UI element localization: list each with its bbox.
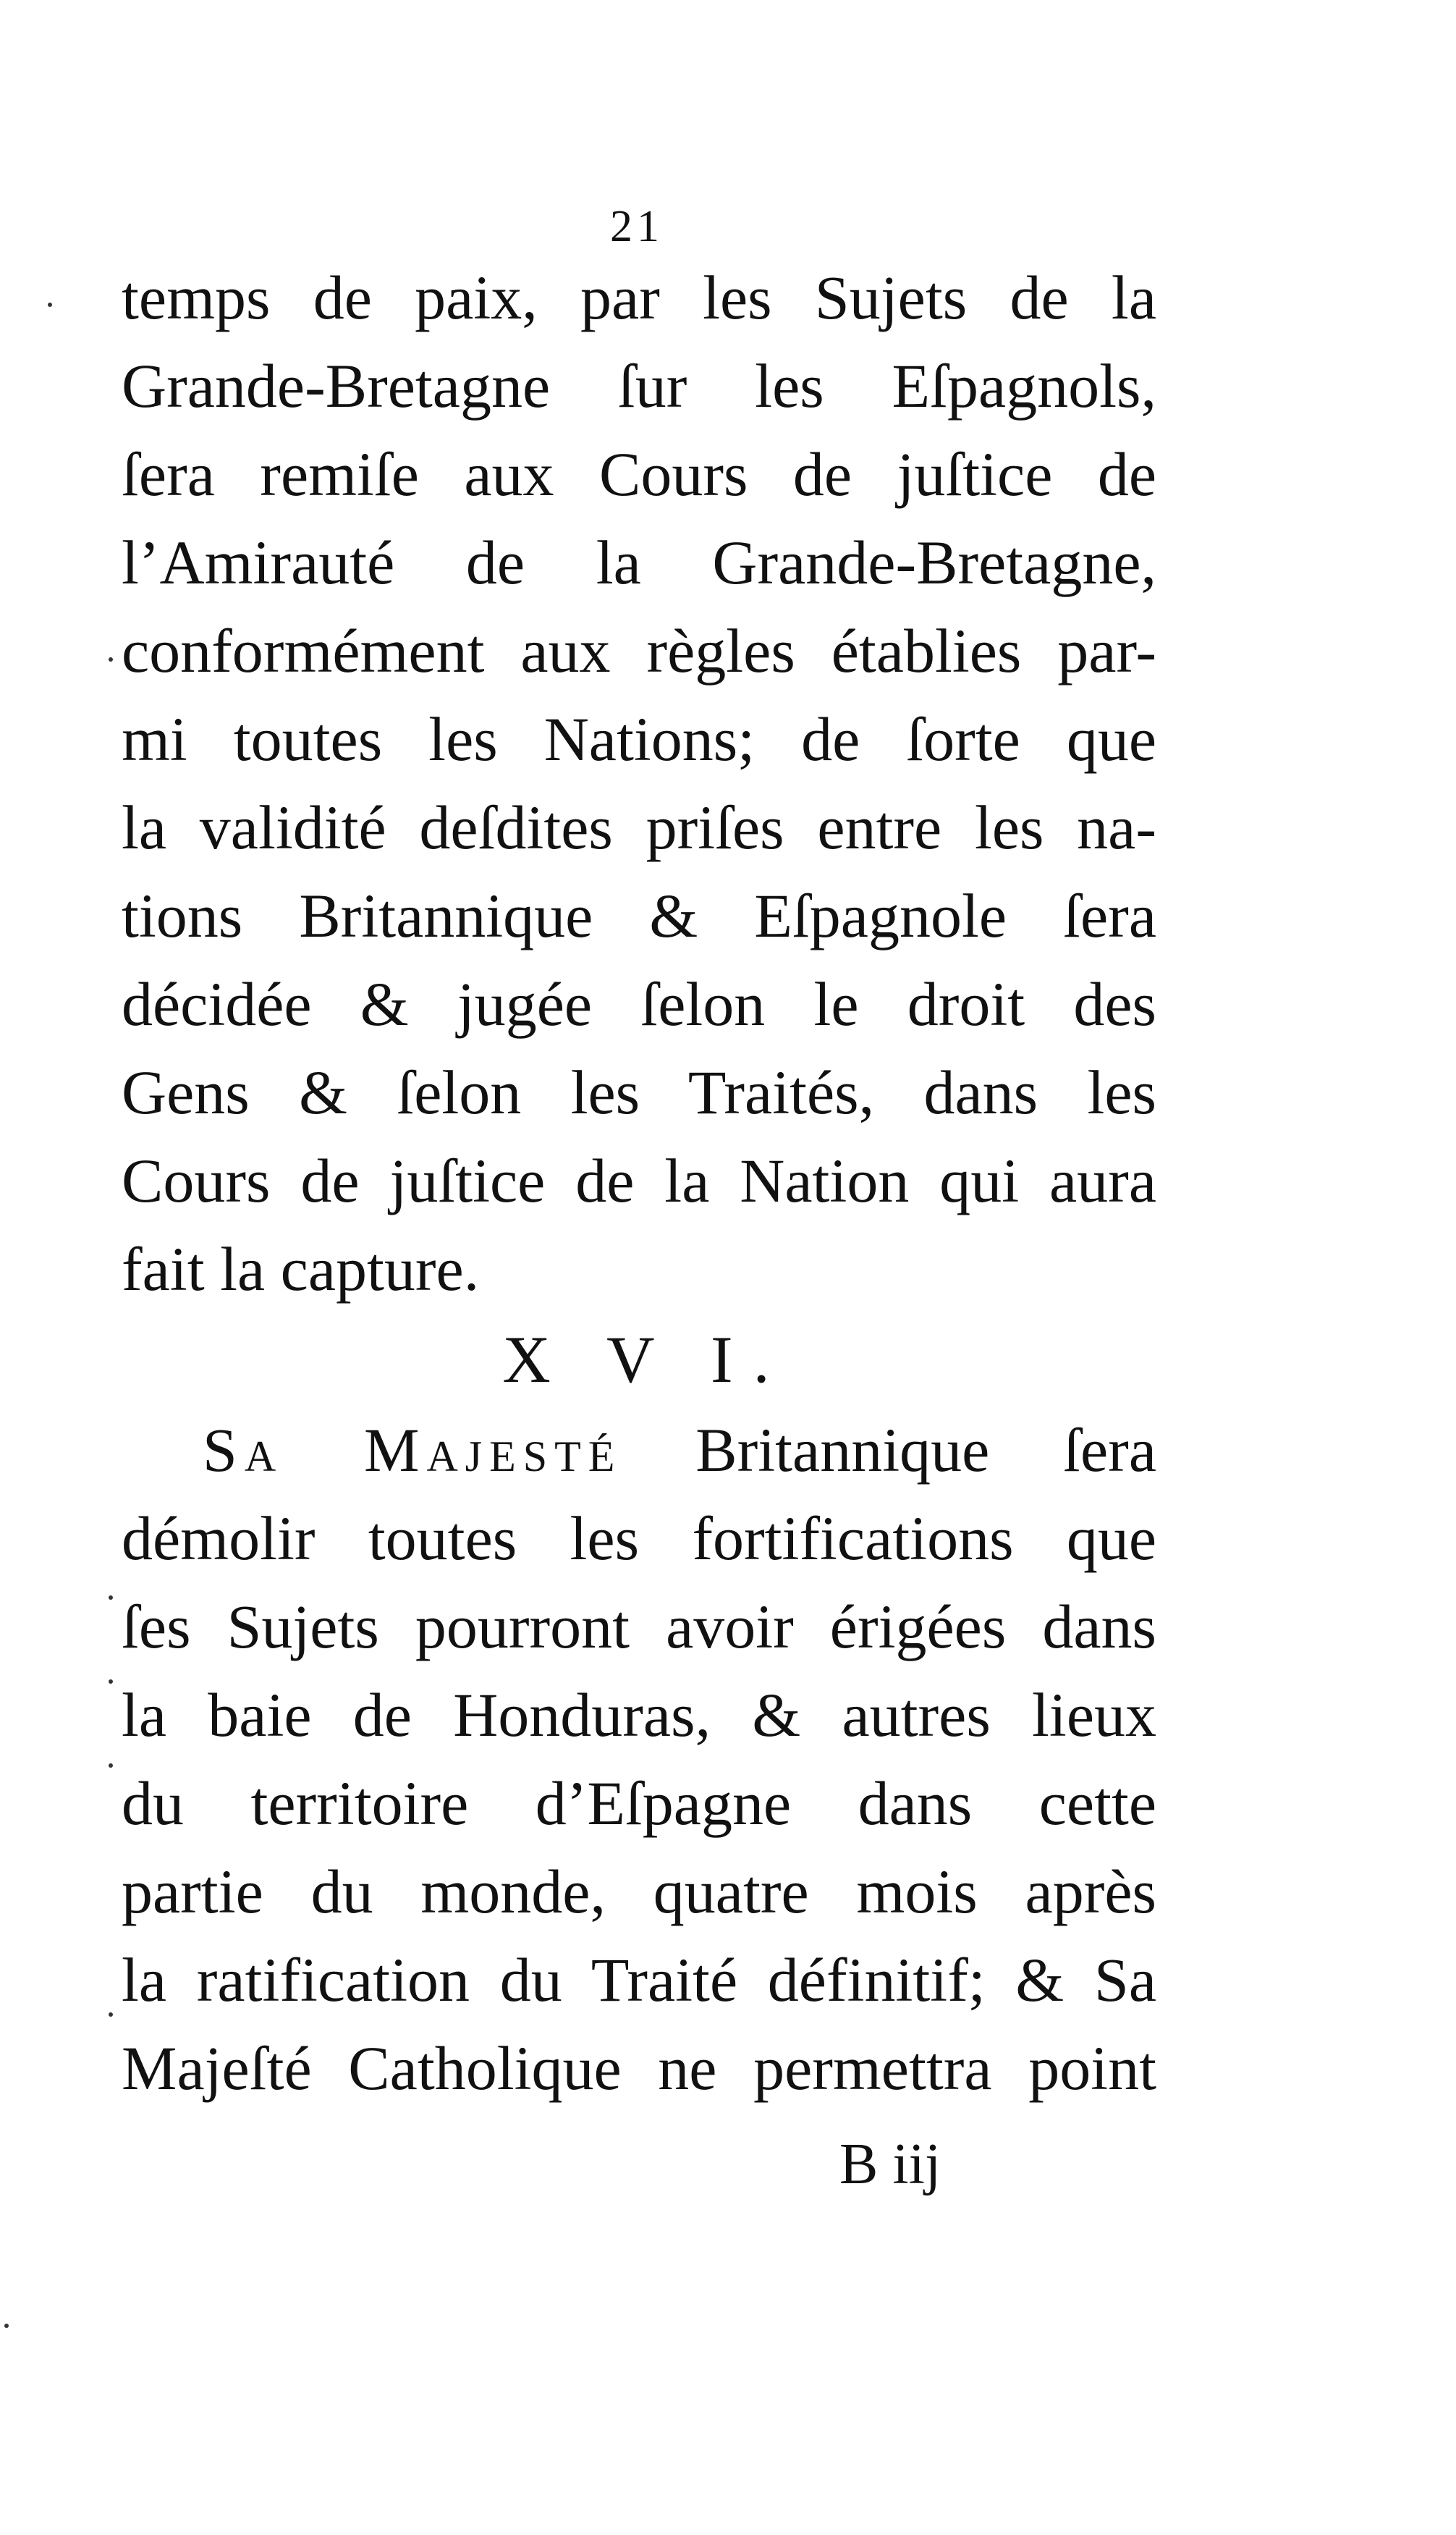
text-line: Cours de juſtice de la Nation qui aura: [122, 1146, 1156, 1215]
text-line: conformément aux règles établies par-: [122, 616, 1156, 686]
text-line: la ratification du Traité définitif; & Sa: [122, 1945, 1156, 2015]
paper-speck: [109, 2012, 113, 2017]
text-line: mi toutes les Nations; de ſorte que: [122, 704, 1156, 774]
text-line: l’Amirauté de la Grande-Bretagne,: [122, 528, 1156, 597]
article-opening-words: Sa Majesté: [203, 1415, 622, 1485]
body-text: [122, 253, 1156, 2112]
text-line: ſera remiſe aux Cours de juſtice de: [122, 439, 1156, 509]
text-line: la baie de Honduras, & autres lieux: [122, 1680, 1156, 1750]
text-line: partie du monde, quatre mois après: [122, 1857, 1156, 1926]
article-heading: X V I.: [502, 1323, 790, 1396]
text-line: Grande-Bretagne ſur les Eſpagnols,: [122, 351, 1156, 421]
paper-speck: [109, 657, 113, 662]
text-line: temps de paix, par les Sujets de la: [122, 263, 1156, 332]
page-number: 21: [610, 202, 664, 251]
text-line: tions Britannique & Eſpagnole ſera: [122, 881, 1156, 950]
paper-speck: [4, 2324, 9, 2328]
text-line: fait la capture.: [122, 1234, 480, 1304]
text-line: décidée & jugée ſelon le droit des: [122, 969, 1156, 1039]
signature-mark: B iij: [839, 2133, 941, 2196]
paper-speck: [48, 303, 52, 307]
text-line: Majeſté Catholique ne permettra point: [122, 2033, 1156, 2103]
text-line: démolir toutes les fortifications que: [122, 1503, 1156, 1573]
text-line: du territoire d’Eſpagne dans cette: [122, 1768, 1156, 1838]
text-line: la validité deſdites priſes entre les na-: [122, 793, 1156, 862]
text-line: Gens & ſelon les Traités, dans les: [122, 1058, 1156, 1127]
paper-speck: [109, 1763, 113, 1768]
article-first-line-rest: Britannique ſera: [622, 1415, 1156, 1485]
paper-speck: [109, 1595, 113, 1600]
paper-speck: [109, 1679, 113, 1684]
text-line: ſes Sujets pourront avoir érigées dans: [122, 1592, 1156, 1661]
article-first-line: [122, 1406, 1156, 1494]
